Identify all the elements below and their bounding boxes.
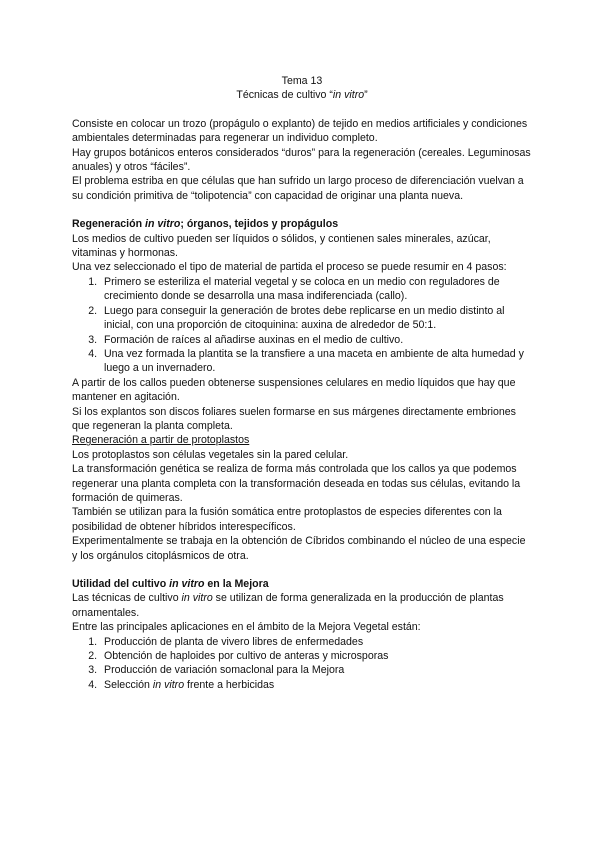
- heading-italic: in vitro: [169, 578, 205, 590]
- topic-number: Tema 13: [281, 75, 323, 87]
- intro-paragraph-1: Consiste en colocar un trozo (propágulo o explanto) de tejido en medios artificiales y condiciones ambientales determinadas para regenerar un individuo completo.: [72, 117, 528, 145]
- heading-prefix: Regeneración: [72, 218, 146, 231]
- title-block: [72, 74, 532, 103]
- item-suffix: frente a herbicidas: [184, 678, 275, 691]
- heading-suffix: ; órganos, tejidos y propágulos: [180, 218, 339, 231]
- list-item: 3. Formación de raíces al añadirse auxinas en el medio de cultivo.: [100, 333, 532, 347]
- title-suffix: ”: [364, 89, 368, 102]
- document-content: [72, 74, 532, 692]
- para-italic: in vitro: [181, 592, 213, 605]
- heading-suffix: en la Mejora: [204, 578, 269, 590]
- section-heading-regeneracion: [72, 217, 532, 231]
- section1-paragraph-4: Si los explantos son discos foliares suelen formarse en sus márgenes directamente embriones que regeneran la planta completa.: [72, 405, 516, 432]
- section1-paragraph-6: La transformación genética se realiza de forma más controlada que los callos ya que podemos regenerar una planta completa con la transformación deseada en todas sus células, evitando la formación de quimeras.: [72, 463, 521, 504]
- para-suffix: se utilizan de forma generalizada en la producción de plantas ornamentales.: [72, 592, 504, 619]
- item-prefix: Selección: [104, 678, 153, 691]
- list-item: 1. Producción de planta de vivero libres de enfermedades: [100, 635, 532, 649]
- title-italic: in vitro: [332, 89, 365, 102]
- document-title: [72, 88, 532, 102]
- list-item: 2. Luego para conseguir la generación de brotes debe replicarse en un medio distinto al inicial, con una proporción de citoquinina: auxina de alrededor de 50:1.: [100, 304, 532, 333]
- heading-prefix: Utilidad del cultivo: [72, 578, 170, 590]
- section1-paragraph-3: A partir de los callos pueden obtenerse suspensiones celulares en medio líquidos que hay que mantener en agitación.: [72, 376, 516, 404]
- list-item: 3. Producción de variación somaclonal para la Mejora: [100, 663, 532, 677]
- section2-paragraph-2: Entre las principales aplicaciones en el ámbito de la Mejora Vegetal están:: [72, 621, 421, 634]
- subheading-protoplastos: Regeneración a partir de protoplastos: [72, 434, 250, 447]
- applications-list: [72, 635, 532, 693]
- heading-italic: in vitro: [145, 218, 181, 231]
- section2-paragraph-1: [72, 591, 532, 620]
- intro-paragraph-2: Hay grupos botánicos enteros considerados “duros” para la regeneración (cereales. Leguminosas anuales) y otros “fáciles”.: [72, 146, 531, 174]
- list-item: [100, 678, 532, 692]
- section1-paragraph-8: Experimentalmente se trabaja en la obtención de Cíbridos combinando el núcleo de una especie y los orgánulos citoplásmicos de otra.: [72, 535, 526, 562]
- section1-paragraph-7: También se utilizan para la fusión somática entre protoplastos de especies diferentes con la posibilidad de obtener híbridos interespecíficos.: [72, 506, 502, 533]
- section1-paragraph-2: Una vez seleccionado el tipo de material de partida el proceso se puede resumir en 4 pasos:: [72, 261, 507, 274]
- para-prefix: Las técnicas de cultivo: [72, 592, 182, 605]
- list-item: 4. Una vez formada la plantita se la transfiere a una maceta en ambiente de alta humedad y luego a un invernadero.: [100, 347, 532, 376]
- section-heading-utilidad: [72, 577, 532, 591]
- list-item: 2. Obtención de haploides por cultivo de anteras y microsporas: [100, 649, 532, 663]
- section1-paragraph-1: Los medios de cultivo pueden ser líquidos o sólidos, y contienen sales minerales, azúcar, vitaminas y hormonas.: [72, 232, 491, 260]
- list-item: 1. Primero se esteriliza el material vegetal y se coloca en un medio con reguladores de crecimiento donde se desarrolla una masa indiferenciada (callo).: [100, 275, 532, 304]
- steps-list: [72, 275, 532, 376]
- intro-paragraph-3: El problema estriba en que células que han sufrido un largo proceso de diferenciación vuelvan a su condición primitiva de “tolipotencia” con capacidad de originar una planta nueva.: [72, 175, 524, 202]
- section1-paragraph-5: Los protoplastos son células vegetales sin la pared celular.: [72, 448, 349, 461]
- item-italic: in vitro: [152, 678, 185, 691]
- title-prefix: Técnicas de cultivo “: [236, 89, 333, 102]
